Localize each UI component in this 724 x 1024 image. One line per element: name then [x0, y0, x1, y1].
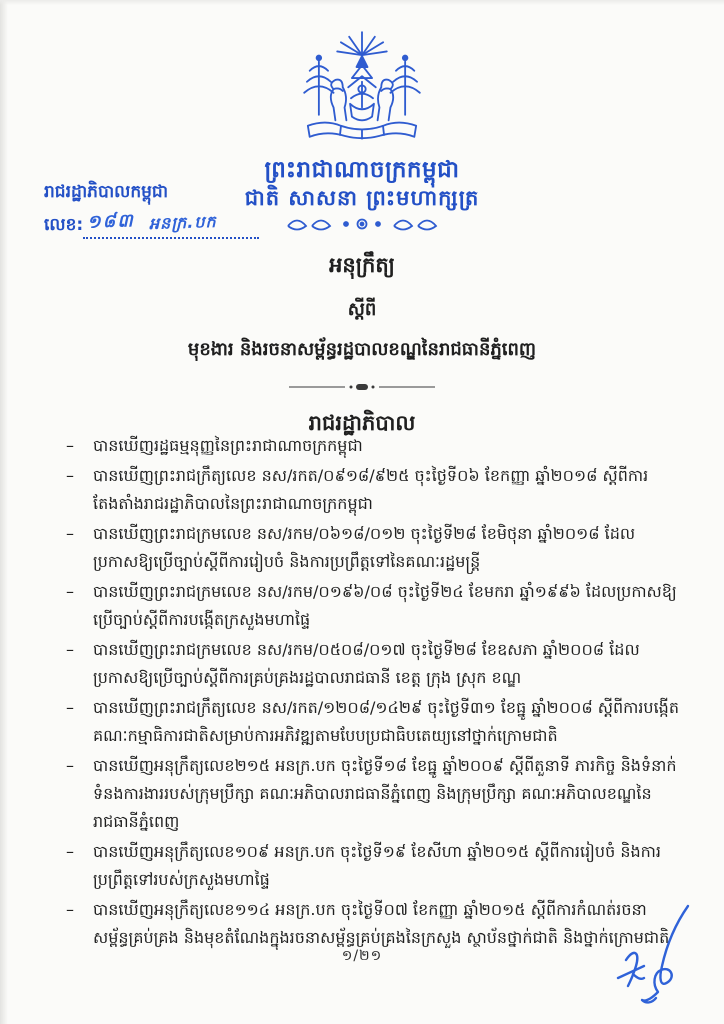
citation-dash: –: [66, 436, 74, 455]
citation-text: បានឃើញរដ្ឋធម្មនុញ្ញនៃព្រះរាជាណាចក្រកម្ពុជា: [93, 436, 363, 455]
citation-item: [66, 432, 682, 460]
handwritten-number-suffix: អនក្រ.បក: [148, 211, 217, 233]
signature-initials: [600, 904, 708, 1020]
citation-text: បានឃើញអនុក្រឹត្យលេខ១១៤ អនក្រ.បក ចុះថ្ងៃទី០៧ ខែកញ្ញា ឆ្នាំ២០១៥ ស្តីពីការកំណត់រចនាសម្ព័ន្ធគ្រប់គ្រង និងមុខតំណែងក្នុងរចនាសម្ព័ន្ធគ្រប់គ្រងនៃក្រសួង ស្ថាប័នថ្នាក់ជាតិ និងថ្នាក់ក្រោមជាតិ: [93, 900, 670, 947]
kingdom-title: ព្រះរាជាណាចក្រកម្ពុជា: [264, 157, 460, 183]
document-type-title: អនុក្រឹត្យ: [329, 253, 395, 277]
citation-dash: –: [66, 698, 74, 717]
national-motto: ជាតិ សាសនា ព្រះមហាក្សត្រ: [244, 185, 480, 210]
citation-item: [66, 462, 682, 518]
regarding-label: ស្តីពី: [347, 299, 377, 320]
citation-dash: –: [66, 466, 74, 485]
citation-dash: –: [66, 640, 74, 659]
number-dotted-line: [83, 209, 259, 239]
citation-text: បានឃើញព្រះរាជក្រឹត្យលេខ នស/រកត/០៩១៨/៩២៥ ចុះថ្ងៃទី០៦ ខែកញ្ញា ឆ្នាំ២០១៨ ស្តីពីការតែងតាំងរាជរដ្ឋាភិបាលនៃព្រះរាជាណាចក្រកម្ពុជា: [93, 466, 649, 513]
handwritten-number: ១៨៣: [86, 209, 136, 233]
citation-text: បានឃើញព្រះរាជក្រមលេខ នស/រកម/០៦១៨/០១២ ចុះថ្ងៃទី២៨ ខែមិថុនា ឆ្នាំ២០១៨ ដែលប្រកាសឱ្យប្រើច្បាប់ស្តីពីការរៀបចំ និងការប្រព្រឹត្តទៅនៃគណៈរដ្ឋមន្ត្រី: [93, 524, 636, 571]
citation-text: បានឃើញព្រះរាជក្រមលេខ នស/រកម/០១៩៦/០៨ ចុះថ្ងៃទី២៤ ខែមករា ឆ្នាំ១៩៩៦ ដែលប្រកាសឱ្យប្រើច្បាប់ស្តីពីការបង្កើតក្រសួងមហាផ្ទៃ: [93, 582, 677, 629]
subject-title: មុខងារ និងរចនាសម្ព័ន្ធរដ្ឋបាលខណ្ឌនៃរាជធានីភ្នំពេញ: [187, 339, 537, 360]
section-heading: រាជរដ្ឋាភិបាល: [308, 411, 416, 435]
citations-list: [66, 432, 682, 954]
citation-dash: –: [66, 582, 74, 601]
issuer-name: រាជរដ្ឋាភិបាលកម្ពុជា: [44, 182, 169, 202]
scan-top-edge: [0, 0, 724, 5]
royal-arms-of-cambodia-icon: [284, 30, 440, 154]
citation-text: បានឃើញព្រះរាជក្រមលេខ នស/រកម/០៥០៨/០១៧ ចុះថ្ងៃទី២៨ ខែឧសភា ឆ្នាំ២០០៨ ដែលប្រកាសឱ្យប្រើច្បាប់ស្តីពីការគ្រប់គ្រងរដ្ឋបាលរាជធានី ខេត្ត ក្រុង ស្រុក ខណ្ឌ: [93, 640, 640, 687]
reference-number-line: [44, 209, 259, 239]
reference-block: [44, 181, 259, 239]
number-label: លេខ:: [44, 214, 84, 235]
citation-item: [66, 520, 682, 576]
title-separator-ornament-icon: [0, 377, 724, 396]
citation-dash: –: [66, 900, 74, 919]
citation-item: [66, 578, 682, 634]
title-block: [0, 252, 724, 441]
citation-text: បានឃើញអនុក្រឹត្យលេខ១០៩ អនក្រ.បក ចុះថ្ងៃទី១៩ ខែសីហា ឆ្នាំ២០១៥ ស្តីពីការរៀបចំ និងការប្រព្រឹត្តទៅរបស់ក្រសួងមហាផ្ទៃ: [93, 842, 661, 889]
citation-item: [66, 694, 682, 750]
citation-text: បានឃើញអនុក្រឹត្យលេខ២១៥ អនក្រ.បក ចុះថ្ងៃទី១៨ ខែធ្នូ ឆ្នាំ២០០៩ ស្តីពីតួនាទី ភារកិច្ច និងទំនាក់ទំនងការងាររបស់ក្រុមប្រឹក្សា គណៈអភិបាលរាជធានីភ្នំពេញ និងក្រុមប្រឹក្សា គណៈអភិបាលខណ្ឌនៃរាជធានីភ្នំពេញ: [93, 756, 677, 831]
page-number: ១/២១: [341, 948, 383, 964]
citation-dash: –: [66, 524, 74, 543]
citation-item: [66, 752, 682, 836]
citation-item: [66, 636, 682, 692]
citation-item: [66, 838, 682, 894]
citation-item: [66, 896, 682, 952]
citation-dash: –: [66, 842, 74, 861]
citation-text: បានឃើញព្រះរាជក្រឹត្យលេខ នស/រកត/១២០៨/១៤២៩ ចុះថ្ងៃទី៣១ ខែធ្នូ ឆ្នាំ២០០៨ ស្តីពីការបង្កើតគណៈកម្មាធិការជាតិសម្រាប់ការអភិវឌ្ឍតាមបែបប្រជាធិបតេយ្យនៅថ្នាក់ក្រោមជាតិ: [93, 698, 679, 745]
citation-dash: –: [66, 756, 74, 775]
